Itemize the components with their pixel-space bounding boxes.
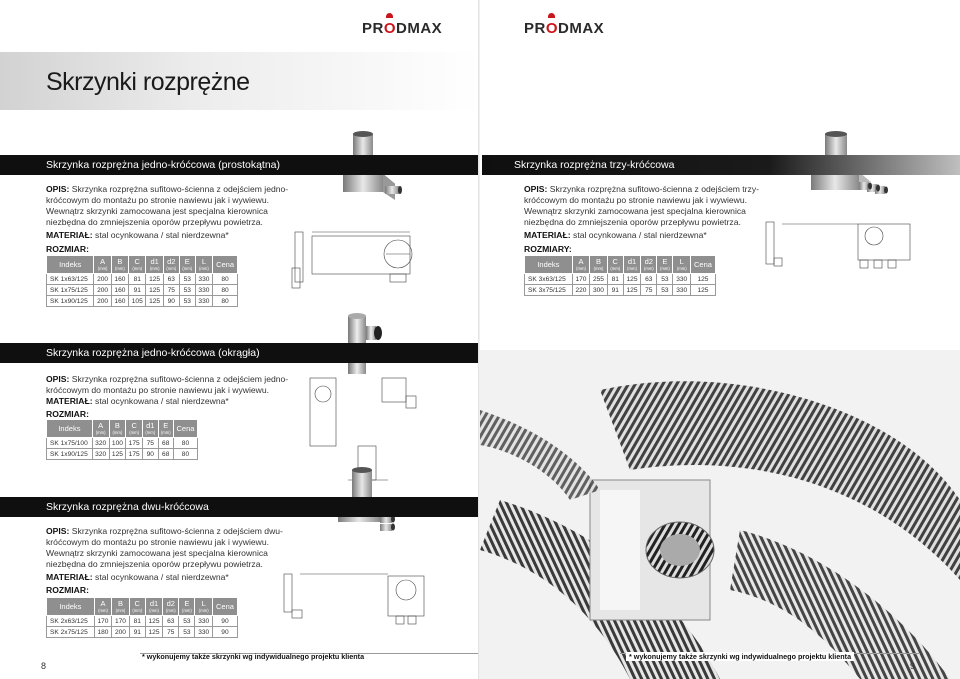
column-unit: (mm) bbox=[199, 266, 209, 271]
column-unit: (mm) bbox=[643, 266, 654, 271]
table-cell: 75 bbox=[641, 285, 657, 296]
column-unit: (mm) bbox=[97, 266, 108, 271]
table-cell: 80 bbox=[213, 296, 238, 307]
column-header bbox=[129, 256, 146, 274]
table-cell: 81 bbox=[607, 274, 623, 285]
table-cell: 68 bbox=[158, 438, 173, 449]
column-name: Indeks bbox=[59, 259, 82, 269]
column-unit: (mm) bbox=[576, 266, 586, 271]
table-row bbox=[47, 274, 238, 285]
column-name: d1 bbox=[146, 421, 155, 430]
column-unit: (mm) bbox=[593, 266, 604, 271]
spec-table-okragla bbox=[46, 419, 198, 460]
column-name: Indeks bbox=[58, 423, 81, 433]
column-unit: (mm) bbox=[149, 266, 160, 271]
table-row bbox=[47, 296, 238, 307]
column-unit: (mm) bbox=[660, 266, 670, 271]
column-name: d2 bbox=[644, 257, 653, 266]
column-name: C bbox=[612, 257, 618, 266]
desc-dwukroccowa: OPIS: Skrzynka rozprężna sufitowo-ścienna z odejściem dwu-króćcowym do montażu po stronie nawiewu jak i wywiewu. Wewnątrz skrzynki zamocowana jest specjalna kierownica niezbędna do zmniejszenia oporów przepływu powietrza. bbox=[46, 526, 283, 569]
column-name: L bbox=[679, 257, 684, 266]
column-header bbox=[195, 256, 212, 274]
column-unit: (mm) bbox=[182, 608, 192, 613]
size-label-trzykroccowa: ROZMIARY: bbox=[524, 244, 572, 254]
column-name: d1 bbox=[149, 599, 159, 608]
column-name: Cena bbox=[176, 423, 195, 433]
table-cell: 330 bbox=[195, 285, 212, 296]
column-name: E bbox=[662, 257, 668, 266]
table-cell: 80 bbox=[213, 274, 238, 285]
drawing-dwukroccowa bbox=[278, 560, 438, 645]
column-header bbox=[143, 420, 158, 438]
column-name: L bbox=[201, 257, 206, 266]
column-unit: (mm) bbox=[160, 430, 171, 435]
index-cell: SK 1x90/125 bbox=[47, 449, 93, 460]
spec-table-dwukroccowa bbox=[46, 597, 238, 638]
table-cell: 160 bbox=[111, 285, 128, 296]
column-name: E bbox=[163, 421, 169, 430]
spec-table-prostokatna bbox=[46, 255, 238, 307]
table-cell: 75 bbox=[163, 627, 179, 638]
spec-table-trzykroccowa bbox=[524, 255, 716, 296]
section-heading-prostokatna: Skrzynka rozprężna jedno-króćcowa (prostokątna) bbox=[0, 155, 478, 175]
column-name: Cena bbox=[216, 259, 235, 269]
material-dwukroccowa: MATERIAŁ: stal ocynkowana / stal nierdzewna* bbox=[46, 572, 229, 582]
table-cell: 80 bbox=[213, 285, 238, 296]
column-header bbox=[109, 420, 126, 438]
column-name: B bbox=[595, 257, 601, 266]
column-unit: (mm) bbox=[149, 608, 159, 613]
column-name: A bbox=[98, 421, 104, 430]
table-cell: 300 bbox=[590, 285, 607, 296]
drawing-trzykroccowa bbox=[762, 208, 922, 293]
column-unit: (mm) bbox=[98, 608, 108, 613]
index-cell: SK 3x75/125 bbox=[525, 285, 573, 296]
table-cell: 90 bbox=[163, 296, 179, 307]
table-cell: 75 bbox=[163, 285, 179, 296]
table-row bbox=[47, 285, 238, 296]
index-cell: SK 1x75/100 bbox=[47, 438, 93, 449]
table-cell: 320 bbox=[92, 438, 109, 449]
table-cell: 125 bbox=[690, 274, 715, 285]
table-cell: 75 bbox=[143, 438, 158, 449]
table-cell: 91 bbox=[129, 285, 146, 296]
column-name: d1 bbox=[627, 257, 637, 266]
table-header-row bbox=[47, 598, 238, 616]
column-unit: (mm) bbox=[145, 430, 156, 435]
table-cell: 330 bbox=[673, 285, 690, 296]
table-row bbox=[47, 616, 238, 627]
column-name: B bbox=[117, 257, 123, 266]
column-name: C bbox=[134, 257, 140, 266]
column-header bbox=[173, 420, 197, 438]
column-unit: (mm) bbox=[132, 608, 143, 613]
column-header bbox=[641, 256, 657, 274]
table-cell: 53 bbox=[179, 285, 195, 296]
section-heading-okragla: Skrzynka rozprężna jedno-króćcowa (okrągła) bbox=[0, 343, 478, 363]
column-header bbox=[623, 256, 640, 274]
table-cell: 170 bbox=[572, 274, 589, 285]
drawing-prostokatna bbox=[290, 218, 440, 305]
column-header bbox=[212, 598, 237, 616]
column-name: Cena bbox=[216, 601, 234, 611]
column-header bbox=[92, 420, 109, 438]
prodmax-logo-right: PR ODMAX bbox=[524, 20, 604, 37]
table-cell: 200 bbox=[94, 285, 111, 296]
column-name: E bbox=[184, 257, 190, 266]
column-header bbox=[146, 256, 163, 274]
size-label-okragla: ROZMIAR: bbox=[46, 409, 89, 419]
column-header bbox=[179, 598, 195, 616]
column-unit: (mm) bbox=[115, 266, 125, 271]
table-cell: 330 bbox=[195, 627, 212, 638]
table-row bbox=[47, 438, 198, 449]
index-cell: SK 2x75/125 bbox=[47, 627, 95, 638]
column-name: B bbox=[117, 599, 123, 608]
table-cell: 125 bbox=[145, 616, 162, 627]
table-cell: 220 bbox=[572, 285, 589, 296]
table-row bbox=[47, 449, 198, 460]
column-name: d2 bbox=[167, 257, 176, 266]
index-cell: SK 2x63/125 bbox=[47, 616, 95, 627]
table-cell: 125 bbox=[623, 274, 640, 285]
table-cell: 330 bbox=[673, 274, 690, 285]
column-header bbox=[145, 598, 162, 616]
table-cell: 125 bbox=[146, 274, 163, 285]
column-header bbox=[657, 256, 673, 274]
column-name: B bbox=[114, 421, 120, 430]
table-cell: 80 bbox=[173, 438, 197, 449]
column-name: E bbox=[184, 599, 190, 608]
table-row bbox=[525, 274, 716, 285]
column-unit: (mm) bbox=[129, 430, 140, 435]
column-name: A bbox=[578, 257, 584, 266]
column-header bbox=[111, 256, 128, 274]
column-header bbox=[163, 598, 179, 616]
table-cell: 160 bbox=[111, 296, 128, 307]
table-cell: 100 bbox=[109, 438, 126, 449]
column-header bbox=[126, 420, 143, 438]
material-prostokatna: MATERIAŁ: stal ocynkowana / stal nierdzewna* bbox=[46, 230, 229, 240]
table-row bbox=[47, 627, 238, 638]
column-header bbox=[163, 256, 179, 274]
column-name: C bbox=[131, 421, 137, 430]
size-label-dwukroccowa: ROZMIAR: bbox=[46, 585, 89, 595]
table-cell: 200 bbox=[112, 627, 129, 638]
column-header bbox=[129, 598, 145, 616]
table-cell: 125 bbox=[146, 285, 163, 296]
page-title: Skrzynki rozprężne bbox=[46, 68, 250, 96]
table-cell: 160 bbox=[111, 274, 128, 285]
column-name: A bbox=[100, 599, 106, 608]
index-cell: SK 1x90/125 bbox=[47, 296, 94, 307]
column-name: L bbox=[201, 599, 206, 608]
table-cell: 81 bbox=[129, 616, 145, 627]
table-cell: 63 bbox=[641, 274, 657, 285]
column-header bbox=[158, 420, 173, 438]
column-unit: (mm) bbox=[166, 266, 177, 271]
table-header-row bbox=[525, 256, 716, 274]
column-header bbox=[47, 256, 94, 274]
right-page bbox=[480, 0, 960, 679]
desc-okragla: OPIS: Skrzynka rozprężna sufitowo-ścienna z odejściem jedno-króćcowym do montażu po stronie nawiewu jak i wywiewu. bbox=[46, 374, 289, 395]
table-cell: 80 bbox=[173, 449, 197, 460]
table-cell: 175 bbox=[126, 438, 143, 449]
index-cell: SK 3x63/125 bbox=[525, 274, 573, 285]
table-cell: 330 bbox=[195, 616, 212, 627]
section-heading-trzykroccowa: Skrzynka rozprężna trzy-króćcowa bbox=[482, 155, 960, 175]
column-header bbox=[607, 256, 623, 274]
index-cell: SK 1x63/125 bbox=[47, 274, 94, 285]
column-header bbox=[47, 598, 95, 616]
table-cell: 330 bbox=[195, 274, 212, 285]
table-row bbox=[525, 285, 716, 296]
page-number-left: 8 bbox=[41, 661, 47, 671]
material-trzykroccowa: MATERIAŁ: stal ocynkowana / stal nierdzewna* bbox=[524, 230, 707, 240]
table-cell: 320 bbox=[92, 449, 109, 460]
column-unit: (mm) bbox=[610, 266, 621, 271]
column-header bbox=[572, 256, 589, 274]
column-unit: (mm) bbox=[132, 266, 143, 271]
column-name: C bbox=[134, 599, 140, 608]
column-unit: (mm) bbox=[182, 266, 193, 271]
table-cell: 255 bbox=[590, 274, 607, 285]
table-cell: 63 bbox=[163, 274, 179, 285]
column-unit: (mm) bbox=[676, 266, 687, 271]
column-name: Indeks bbox=[59, 601, 82, 611]
column-name: d1 bbox=[150, 257, 159, 266]
column-header bbox=[47, 420, 93, 438]
column-unit: (mm) bbox=[112, 430, 123, 435]
column-header bbox=[673, 256, 690, 274]
column-header bbox=[179, 256, 195, 274]
column-unit: (mm) bbox=[115, 608, 126, 613]
footnote-right: * wykonujemy także skrzynki wg indywidualnego projektu klienta bbox=[626, 652, 854, 661]
table-cell: 170 bbox=[94, 616, 111, 627]
column-header bbox=[94, 598, 111, 616]
table-cell: 53 bbox=[179, 296, 195, 307]
column-name: d2 bbox=[166, 599, 175, 608]
table-header-row bbox=[47, 256, 238, 274]
table-cell: 125 bbox=[146, 296, 163, 307]
table-cell: 53 bbox=[657, 285, 673, 296]
column-unit: (mm) bbox=[95, 430, 106, 435]
column-unit: (mm) bbox=[165, 608, 176, 613]
column-header bbox=[590, 256, 607, 274]
table-cell: 200 bbox=[94, 296, 111, 307]
column-name: Indeks bbox=[537, 259, 560, 269]
column-header bbox=[94, 256, 111, 274]
column-header bbox=[195, 598, 212, 616]
table-cell: 330 bbox=[195, 296, 212, 307]
table-cell: 125 bbox=[145, 627, 162, 638]
section-heading-dwukroccowa: Skrzynka rozprężna dwu-króćcowa bbox=[0, 497, 478, 517]
table-cell: 91 bbox=[129, 627, 145, 638]
table-cell: 63 bbox=[163, 616, 179, 627]
table-cell: 53 bbox=[179, 627, 195, 638]
table-header-row bbox=[47, 420, 198, 438]
column-header bbox=[112, 598, 129, 616]
prodmax-logo: PR ODMAX bbox=[362, 20, 442, 37]
column-name: Cena bbox=[694, 259, 712, 269]
index-cell: SK 1x75/125 bbox=[47, 285, 94, 296]
table-cell: 90 bbox=[212, 616, 237, 627]
table-cell: 180 bbox=[94, 627, 111, 638]
table-cell: 91 bbox=[607, 285, 623, 296]
column-unit: (mm) bbox=[198, 608, 209, 613]
table-cell: 170 bbox=[112, 616, 129, 627]
table-cell: 53 bbox=[179, 616, 195, 627]
table-cell: 175 bbox=[126, 449, 143, 460]
table-cell: 68 bbox=[158, 449, 173, 460]
size-label-prostokatna: ROZMIAR: bbox=[46, 244, 89, 254]
column-name: A bbox=[100, 257, 106, 266]
hose-photo bbox=[480, 350, 960, 679]
footnote-left: * wykonujemy także skrzynki wg indywidualnego projektu klienta bbox=[142, 652, 365, 661]
table-cell: 125 bbox=[623, 285, 640, 296]
table-cell: 105 bbox=[129, 296, 146, 307]
table-cell: 90 bbox=[212, 627, 237, 638]
column-header bbox=[690, 256, 715, 274]
column-header bbox=[525, 256, 573, 274]
page-number-right: 9 bbox=[910, 661, 916, 671]
desc-trzykroccowa: OPIS: Skrzynka rozprężna sufitowo-ścienna z odejściem trzy-króćcowym do montażu po stronie nawiewu jak i wywiewu. Wewnątrz skrzynki zamocowana jest specjalna kierownica niezbędna do zmniejszenia oporów przepływu powietrza. bbox=[524, 184, 759, 227]
table-cell: 125 bbox=[109, 449, 126, 460]
table-cell: 90 bbox=[143, 449, 158, 460]
column-header bbox=[213, 256, 238, 274]
table-cell: 53 bbox=[657, 274, 673, 285]
table-cell: 53 bbox=[179, 274, 195, 285]
desc-prostokatna: OPIS: Skrzynka rozprężna sufitowo-ścienna z odejściem jedno-króćcowym do montażu po stronie nawiewu jak i wywiewu. Wewnątrz skrzynki zamocowana jest specjalna kierownica niezbędna do zmniejszenia oporów przepływu powietrza. bbox=[46, 184, 289, 227]
material-okragla: MATERIAŁ: stal ocynkowana / stal nierdzewna* bbox=[46, 396, 229, 406]
table-cell: 200 bbox=[94, 274, 111, 285]
column-unit: (mm) bbox=[627, 266, 637, 271]
table-cell: 81 bbox=[129, 274, 146, 285]
table-cell: 125 bbox=[690, 285, 715, 296]
